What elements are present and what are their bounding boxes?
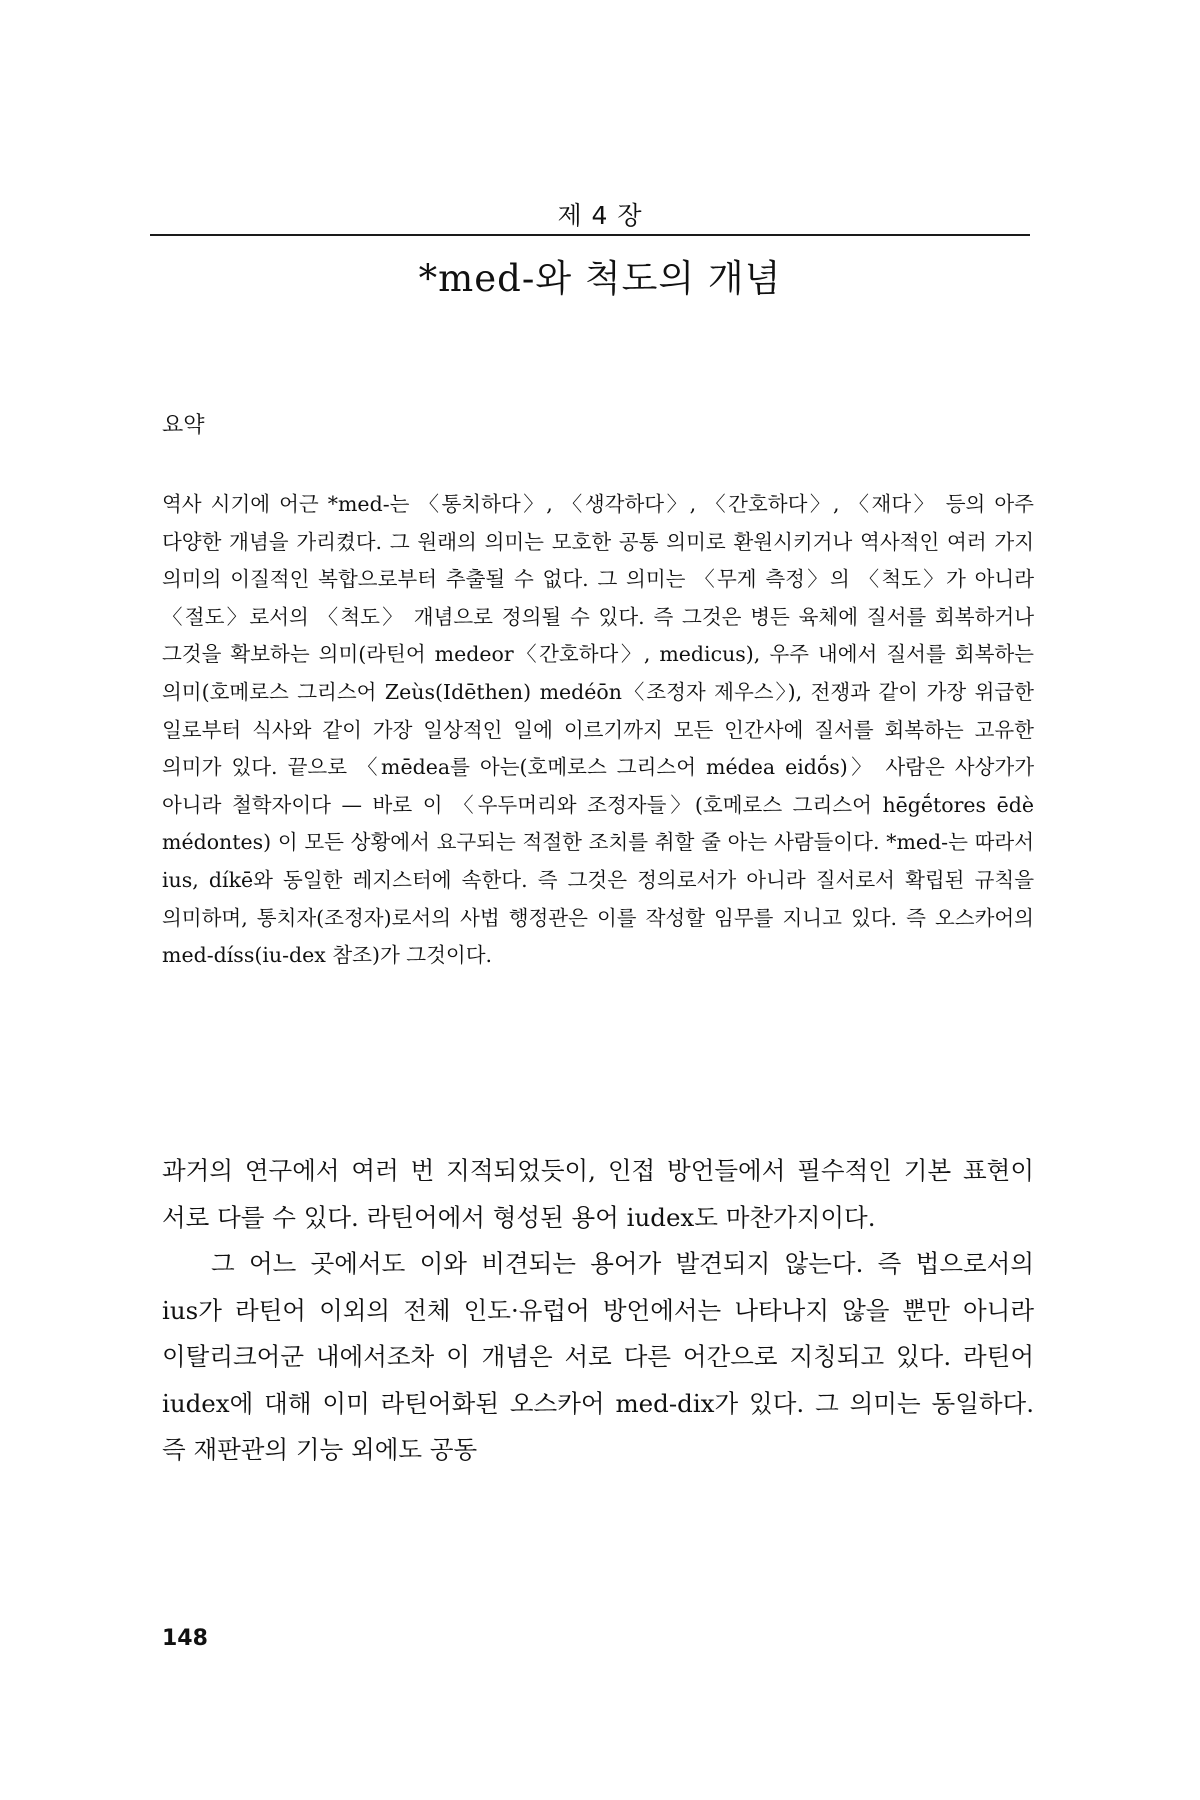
chapter-title: *med-와 척도의 개념 (418, 257, 782, 300)
page-number: 148 (162, 1626, 208, 1651)
summary-text: 역사 시기에 어근 *med-는 〈통치하다〉, 〈생각하다〉, 〈간호하다〉, 〈재다〉 등의 아주 다양한 개념을 가리켰다. 그 원래의 의미는 모호한 공통 의미로 환원시키거나 역사적인 여러 가지 의미의 이질적인 복합으로부터 추출될 수 없다. 그 의미는 〈무게 측정〉의 〈척도〉가 아니라 〈절도〉로서의 〈척도〉 개념으로 정의될 수 있다. 즉 그것은 병든 육체에 질서를 회복하거나 그것을 확보하는 의미(라틴어 medeor〈간호하다〉, medicus), 우주 내에서 질서를 회복하는 의미(호메로스 그리스어 Zeùs(Idēthen) medéōn〈조정자 제우스〉), 전쟁과 같이 가장 위급한 일로부터 식사와 같이 가장 일상적인 일에 이르기까지 모든 인간사에 질서를 회복하는 고유한 의미가 있다. 끝으로 〈mēdea를 아는(호메로스 그리스어 médea eidṓs)〉 사람은 사상가가 아니라 철학자이다 — 바로 이 〈우두머리와 조정자들〉(호메로스 그리스어 hēgḗtores ēdè médontes) 이 모든 상황에서 요구되는 적절한 조치를 취할 줄 아는 사람들이다. *med-는 따라서 ius, díkē와 동일한 레지스터에 속한다. 즉 그것은 정의로서가 아니라 질서로서 확립된 규칙을 의미하며, 통치자(조정자)로서의 사법 행정관은 이를 작성할 임무를 지니고 있다. 즉 오스카어의 med-díss(iu-dex 참조)가 그것이다. (162, 492, 1034, 968)
header-rule (150, 234, 1030, 236)
summary-heading: 요약 (162, 413, 205, 438)
body-text (162, 1148, 1034, 1474)
body-paragraph: 과거의 연구에서 여러 번 지적되었듯이, 인접 방언들에서 필수적인 기본 표현이 서로 다를 수 있다. 라틴어에서 형성된 용어 iudex도 마찬가지이다. (162, 1156, 1034, 1232)
chapter-label: 제 4 장 (557, 201, 643, 230)
body-paragraph: 그 어느 곳에서도 이와 비견되는 용어가 발견되지 않는다. 즉 법으로서의 ius가 라틴어 이외의 전체 인도·유럽어 방언에서는 나타나지 않을 뿐만 아니라 이탈리크어군 내에서조차 이 개념은 서로 다른 어간으로 지칭되고 있다. 라틴어 iudex에 대해 이미 라틴어화된 오스카어 med-dix가 있다. 그 의미는 동일하다. 즉 재판관의 기능 외에도 공동 (162, 1249, 1034, 1464)
